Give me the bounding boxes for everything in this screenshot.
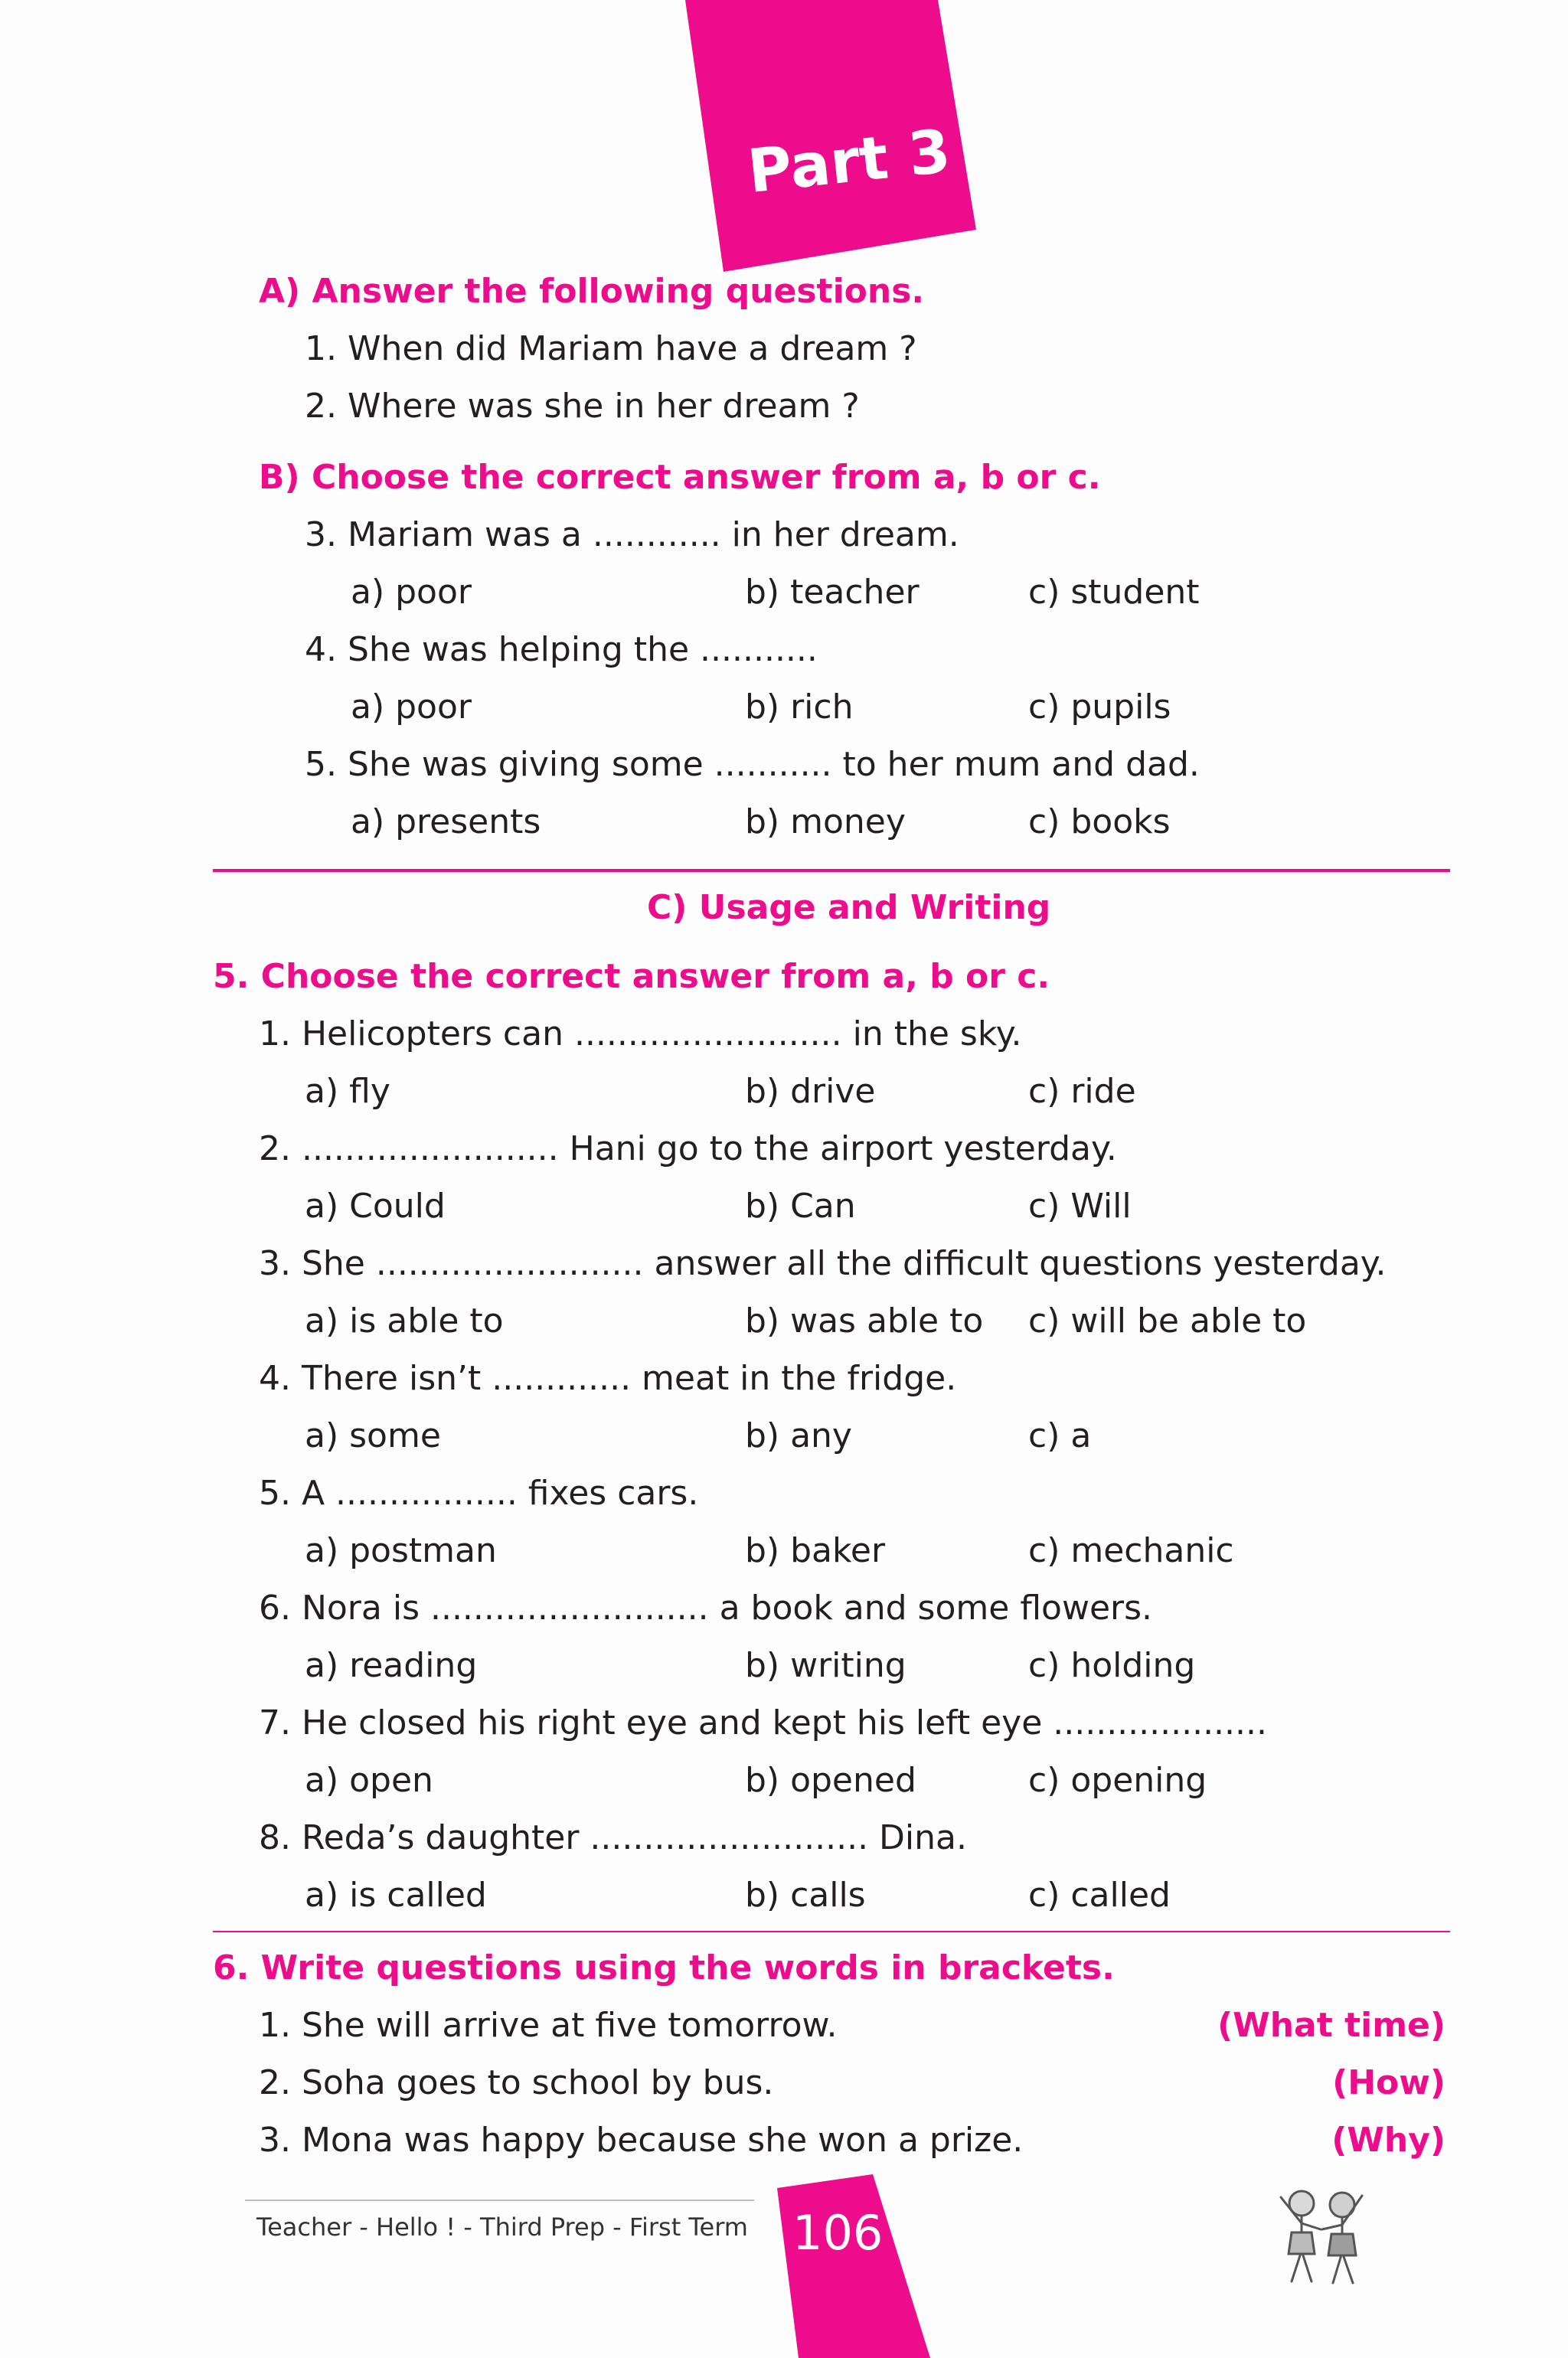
option-a: a) Could bbox=[305, 1187, 446, 1226]
mcq-question: 5. A ................. fixes cars. bbox=[259, 1474, 699, 1513]
footer-rule bbox=[245, 2200, 754, 2201]
mcq-question: 3. She ......................... answer all the difficult questions yesterday. bbox=[259, 1244, 1387, 1283]
option-b: b) opened bbox=[745, 1761, 916, 1800]
bracket-hint: (Why) bbox=[1331, 2121, 1446, 2160]
option-a: a) is able to bbox=[305, 1301, 504, 1341]
exercise-6-heading: 6. Write questions using the words in brackets. bbox=[213, 1948, 1115, 1987]
exercise-5-heading: 5. Choose the correct answer from a, b or c. bbox=[213, 957, 1050, 996]
bracket-hint: (What time) bbox=[1217, 2006, 1446, 2045]
option-a: a) open bbox=[305, 1761, 433, 1800]
option-a: a) fly bbox=[305, 1072, 390, 1111]
mcq-question: 4. There isn’t ............. meat in the fridge. bbox=[259, 1359, 957, 1398]
option-c: c) a bbox=[1028, 1416, 1092, 1455]
section-a-heading: A) Answer the following questions. bbox=[259, 272, 925, 311]
option-c: c) will be able to bbox=[1028, 1301, 1307, 1341]
option-b: b) baker bbox=[745, 1531, 886, 1570]
option-a: a) poor bbox=[351, 687, 472, 727]
question-1: 1. When did Mariam have a dream ? bbox=[305, 329, 917, 368]
mcq-question: 5. She was giving some ........... to her mum and dad. bbox=[305, 745, 1200, 784]
book-title: Teacher - Hello ! - Third Prep - First Term bbox=[256, 2213, 748, 2242]
page-number-tab bbox=[777, 2174, 930, 2358]
option-b: b) drive bbox=[745, 1072, 876, 1111]
option-c: c) called bbox=[1028, 1876, 1171, 1915]
section-c-heading: C) Usage and Writing bbox=[647, 888, 1051, 927]
option-c: c) pupils bbox=[1028, 687, 1171, 727]
option-c: c) mechanic bbox=[1028, 1531, 1234, 1570]
option-b: b) rich bbox=[745, 687, 854, 727]
option-c: c) student bbox=[1028, 573, 1200, 612]
mcq-question: 8. Reda’s daughter .......................... Dina. bbox=[259, 1818, 967, 1857]
section-divider bbox=[213, 869, 1450, 872]
option-c: c) ride bbox=[1028, 1072, 1136, 1111]
mcq-question: 1. Helicopters can ......................... in the sky. bbox=[259, 1014, 1022, 1053]
option-a: a) poor bbox=[351, 573, 472, 612]
option-a: a) postman bbox=[305, 1531, 497, 1570]
section-divider bbox=[213, 1931, 1450, 1932]
option-b: b) was able to bbox=[745, 1301, 984, 1341]
writing-prompt: 2. Soha goes to school by bus. bbox=[259, 2063, 774, 2102]
section-b-heading: B) Choose the correct answer from a, b or c. bbox=[259, 458, 1101, 497]
option-c: c) opening bbox=[1028, 1761, 1207, 1800]
option-a: a) is called bbox=[305, 1876, 487, 1915]
option-b: b) calls bbox=[745, 1876, 866, 1915]
mcq-question: 3. Mariam was a ............ in her dream. bbox=[305, 515, 959, 554]
cartoon-kids-icon bbox=[1267, 2174, 1374, 2297]
writing-prompt: 3. Mona was happy because she won a prize. bbox=[259, 2121, 1024, 2160]
option-b: b) Can bbox=[745, 1187, 856, 1226]
writing-prompt: 1. She will arrive at five tomorrow. bbox=[259, 2006, 838, 2045]
option-b: b) teacher bbox=[745, 573, 920, 612]
question-2: 2. Where was she in her dream ? bbox=[305, 387, 860, 426]
option-b: b) money bbox=[745, 802, 906, 841]
option-b: b) writing bbox=[745, 1646, 906, 1685]
mcq-question: 2. ........................ Hani go to the airport yesterday. bbox=[259, 1129, 1117, 1168]
mcq-question: 4. She was helping the ........... bbox=[305, 630, 818, 669]
part-title: Part 3 bbox=[744, 116, 954, 207]
bracket-hint: (How) bbox=[1332, 2063, 1446, 2102]
option-a: a) reading bbox=[305, 1646, 478, 1685]
option-a: a) presents bbox=[351, 802, 541, 841]
mcq-question: 6. Nora is .......................... a book and some flowers. bbox=[259, 1589, 1153, 1628]
mcq-question: 7. He closed his right eye and kept his left eye .................... bbox=[259, 1703, 1267, 1742]
option-b: b) any bbox=[745, 1416, 852, 1455]
option-c: c) Will bbox=[1028, 1187, 1132, 1226]
option-c: c) books bbox=[1028, 802, 1171, 841]
option-a: a) some bbox=[305, 1416, 441, 1455]
option-c: c) holding bbox=[1028, 1646, 1196, 1685]
page-number: 106 bbox=[792, 2205, 884, 2261]
